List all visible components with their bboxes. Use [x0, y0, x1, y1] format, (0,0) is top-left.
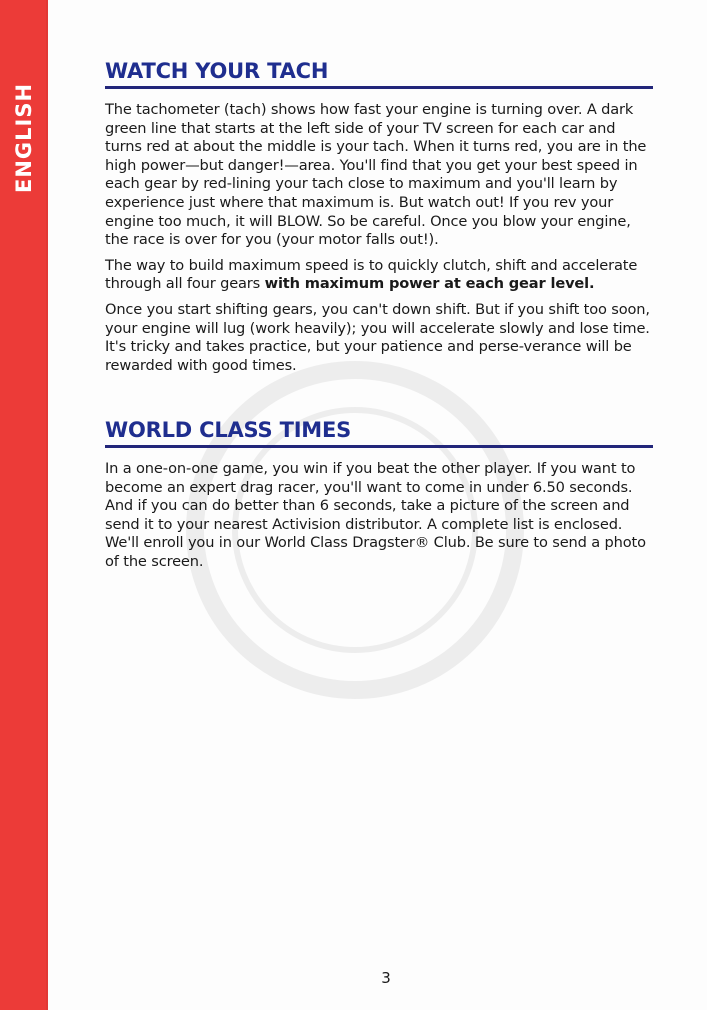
body-paragraph: In a one-on-one game, you win if you beat the other player. If you want to become an expert drag racer, you'll want to come in under 6.50 seconds. And if you can do better than 6 seconds, take a picture of the screen and send it to your nearest Activision distributor. A complete list is enclosed. We'll enroll you in our World Class Dragster® Club. Be sure to send a photo of the screen. — [105, 460, 646, 570]
emphasized-text: with maximum power at each gear level. — [264, 275, 595, 293]
section-heading: WORLD CLASS TIMES — [105, 417, 653, 448]
language-side-tab — [0, 0, 48, 1010]
page-number: 3 — [381, 969, 391, 987]
body-paragraph: The tachometer (tach) shows how fast your engine is turning over. A dark green line that starts at the left side of your TV screen for each car and turns red at about the middle is your tach. When it turns red, you are in the high power—but danger!—area. You'll find that you get your best speed in each gear by red-lining your tach close to maximum and you'll learn by experience just where that maximum is. But watch out! If you rev your engine too much, it will BLOW. So be careful. Once you blow your engine, the race is over for you (your motor falls out!). — [105, 101, 647, 249]
watch-your-tach-section — [105, 58, 653, 375]
body-paragraph — [105, 257, 653, 294]
paragraph-text: The way to build maximum speed is to quickly clutch, shift and accelerate through all four gears — [105, 256, 638, 293]
language-tab-label: ENGLISH — [12, 82, 36, 194]
body-paragraph: Once you start shifting gears, you can't down shift. But if you shift too soon, your engine will lug (work heavily); you will accelerate slowly and lose time. It's tricky and takes practice, but your patience and perse-verance will be rewarded with good times. — [105, 300, 650, 374]
world-class-times-section — [105, 417, 653, 572]
section-heading: WATCH YOUR TACH — [105, 58, 653, 89]
